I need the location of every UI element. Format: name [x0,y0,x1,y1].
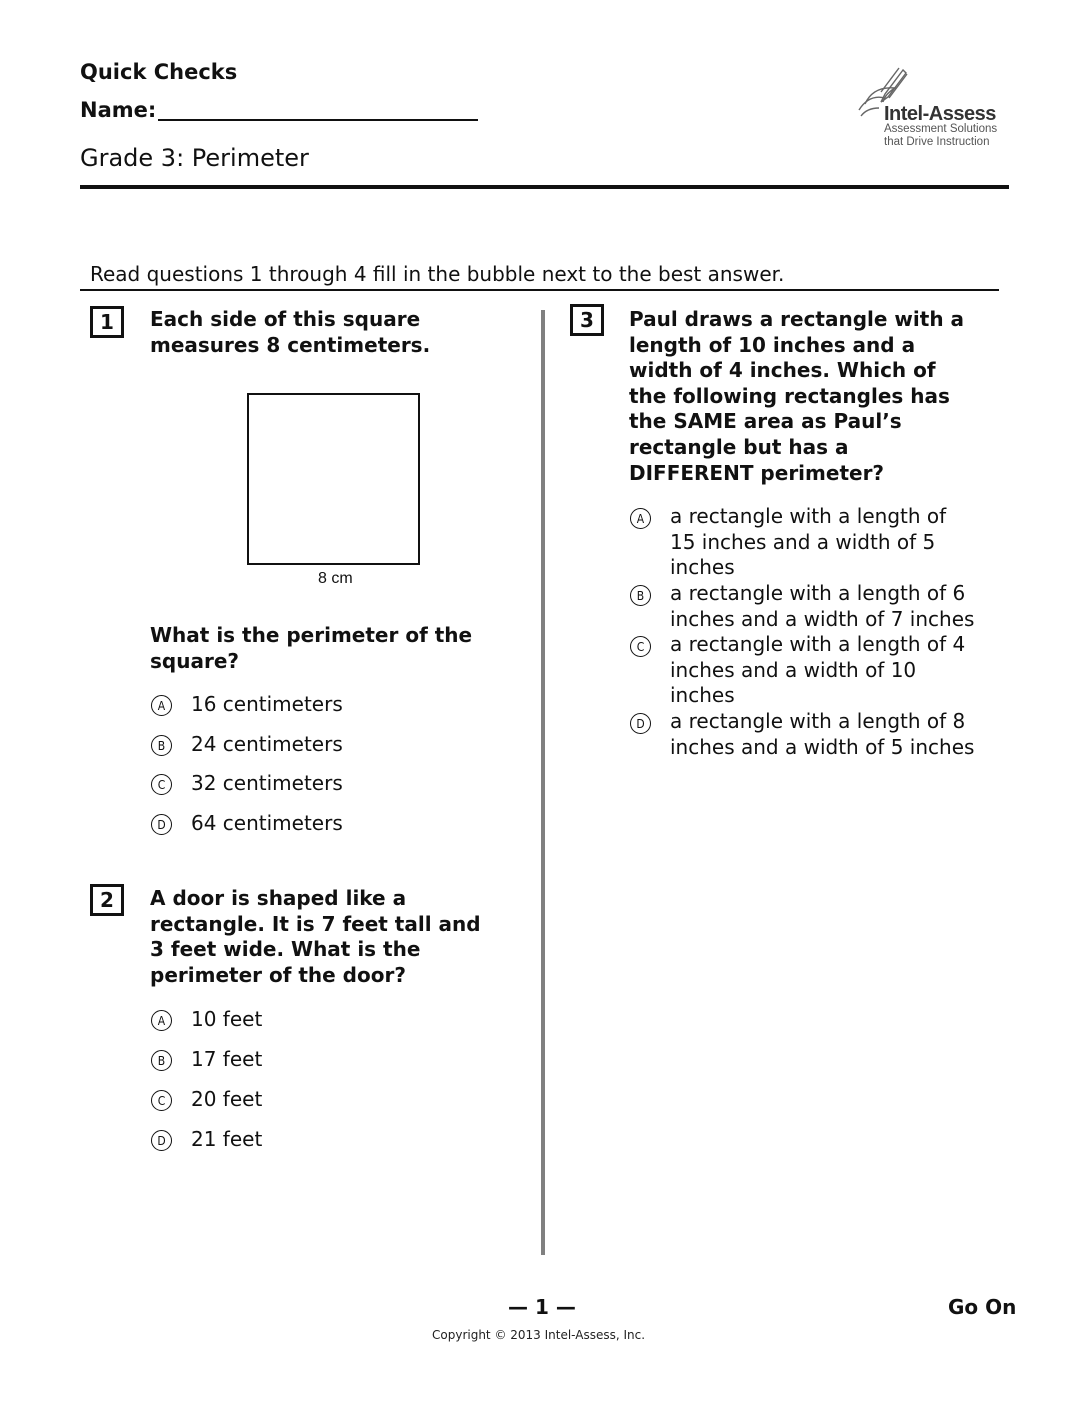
column-divider [541,310,545,1255]
answer-bubble-b[interactable]: B [630,585,651,606]
stem-line: width of 4 inches. Which of [629,358,936,383]
choice-line: inches [670,555,735,580]
choice-text [670,581,974,632]
question-number-box: 3 [570,304,604,336]
answer-bubble-c[interactable]: C [151,1090,172,1111]
choice-line: a rectangle with a length of 4 [670,632,966,656]
name-label: Name: [80,98,157,122]
header-divider [80,185,1009,189]
copyright: Copyright © 2013 Intel-Assess, Inc. [432,1328,646,1342]
answer-bubble-d[interactable]: D [151,1130,172,1151]
question-number-box: 2 [90,884,124,916]
answer-bubble-c[interactable]: C [151,774,172,795]
stem-line: 3 feet wide. What is the [150,937,421,962]
answer-bubble-c[interactable]: C [630,636,651,657]
answer-bubble-a[interactable]: A [151,1010,172,1031]
stem-line: A door is shaped like a [150,886,407,910]
square-figure [247,393,420,565]
choice-text: 32 centimeters [191,771,343,795]
stem-line: the SAME area as Paul’s [629,409,902,434]
question-number-box: 1 [90,306,124,338]
instructions: Read questions 1 through 4 fill in the bubble next to the best answer. [90,262,785,286]
stem-line: the following rectangles has [629,383,950,408]
stem-line: length of 10 inches and a [629,332,916,357]
choice-line: inches and a width of 10 [670,657,917,682]
square-side-label: 8 cm [318,570,353,587]
question-3-stem [629,307,964,486]
choice-text: 64 centimeters [191,811,343,835]
choice-text: 10 feet [191,1007,263,1031]
question-1-stem [150,307,430,358]
choice-line: inches [670,683,735,708]
stem-line: Paul draws a rectangle with a [629,307,965,331]
answer-bubble-b[interactable]: B [151,1050,172,1071]
answer-bubble-d[interactable]: D [630,713,651,734]
choice-line: 15 inches and a width of 5 [670,529,936,554]
go-on-label: Go On [948,1295,1017,1319]
stem-line: rectangle but has a [629,434,849,459]
logo-tagline: Assessment Solutions [884,123,998,135]
choice-line: a rectangle with a length of [670,504,947,528]
logo-tagline: that Drive Instruction [884,136,990,148]
stem-line: rectangle. It is 7 feet tall and [150,911,481,936]
choice-text: 20 feet [191,1087,263,1111]
choice-line: a rectangle with a length of 6 [670,581,966,605]
answer-bubble-a[interactable]: A [151,695,172,716]
choice-line: inches and a width of 7 inches [670,606,975,631]
choice-text [670,709,974,760]
name-blank-line [158,119,478,121]
stem-line: measures 8 centimeters. [150,332,431,357]
logo-wordmark: Intel-Assess [884,103,996,125]
choice-text [670,632,965,709]
choice-line: inches and a width of 5 inches [670,734,975,759]
choice-text [670,504,946,581]
stem-line: DIFFERENT perimeter? [629,460,885,485]
stem-line: Each side of this square [150,307,421,331]
question-2-stem [150,886,481,988]
choice-text: 17 feet [191,1047,263,1071]
page-title: Grade 3: Perimeter [80,144,309,172]
question-1-prompt [150,623,472,674]
stem-line: perimeter of the door? [150,962,406,987]
choice-line: a rectangle with a length of 8 [670,709,966,733]
prompt-line: What is the perimeter of the [150,623,473,647]
choice-text: 21 feet [191,1127,263,1151]
answer-bubble-d[interactable]: D [151,814,172,835]
page-number: — 1 — [508,1295,576,1319]
instructions-divider [80,289,999,291]
choice-text: 16 centimeters [191,692,343,716]
answer-bubble-b[interactable]: B [151,735,172,756]
quick-checks-title: Quick Checks [80,60,238,84]
prompt-line: square? [150,648,239,673]
choice-text: 24 centimeters [191,732,343,756]
answer-bubble-a[interactable]: A [630,508,651,529]
